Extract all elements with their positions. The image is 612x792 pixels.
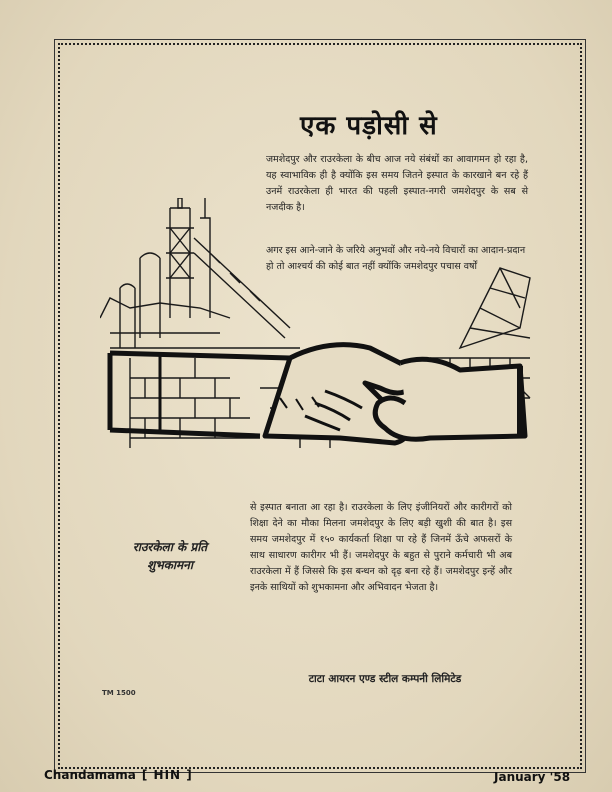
- body-paragraph-2: अगर इस आने-जाने के जरिये अनुभवों और नये-नये विचारों का आदान-प्रदान हो तो आश्चर्य की कोई बात नहीं क्योंकि जमशेदपुर पचास वर्षों: [266, 245, 526, 272]
- edition-tag: [ HIN ]: [141, 768, 193, 782]
- ad-headline: एक पड़ोसी से: [300, 111, 438, 141]
- company-signature: टाटा आयरन एण्ड स्टील कम्पनी लिमिटेड: [308, 673, 462, 685]
- footer-date: January '58: [494, 770, 571, 784]
- side-note-text: राउरकेला के प्रति शुभकामना: [132, 540, 208, 572]
- handshake-steelworks-illustration: [100, 198, 540, 468]
- magazine-name: Chandamama: [44, 768, 136, 782]
- ad-code: TM 1500: [102, 689, 136, 697]
- footer-magazine: [44, 768, 193, 782]
- body-paragraph-3: से इस्पात बनाता आ रहा है। राउरकेला के लिए इंजीनियरों और कारीगरों को शिक्षा देने का मौका मिलना जमशेदपुर के लिए बड़ी खुशी की बात है। इस समय जमशेदपुर में १५० कार्यकर्ता शिक्षा पा रहे हैं जिनमें ऊँचे अफसरों के साथ साधारण कारीगर भी हैं। जमशेदपुर के बहुत से पुराने कर्मचारी भी अब राउरकेला में हैं जिससे कि इस बन्धन को दृढ़ बना रहे हैं। जमशेदपुर इन्हें और इनके साथियों को शुभकामना और अभिवादन भेजता है।: [250, 502, 512, 593]
- body-paragraph-1: जमशेदपुर और राउरकेला के बीच आज नये संबंधों का आवागमन हो रहा है, यह स्वाभाविक ही है क्योंकि इस समय जितने इस्पात के कारखाने बन रहे हैं उनमें राउरकेला ही भारत की पहली इस्पात-नगरी जमशेदपुर के सब से नजदीक है।: [266, 154, 528, 213]
